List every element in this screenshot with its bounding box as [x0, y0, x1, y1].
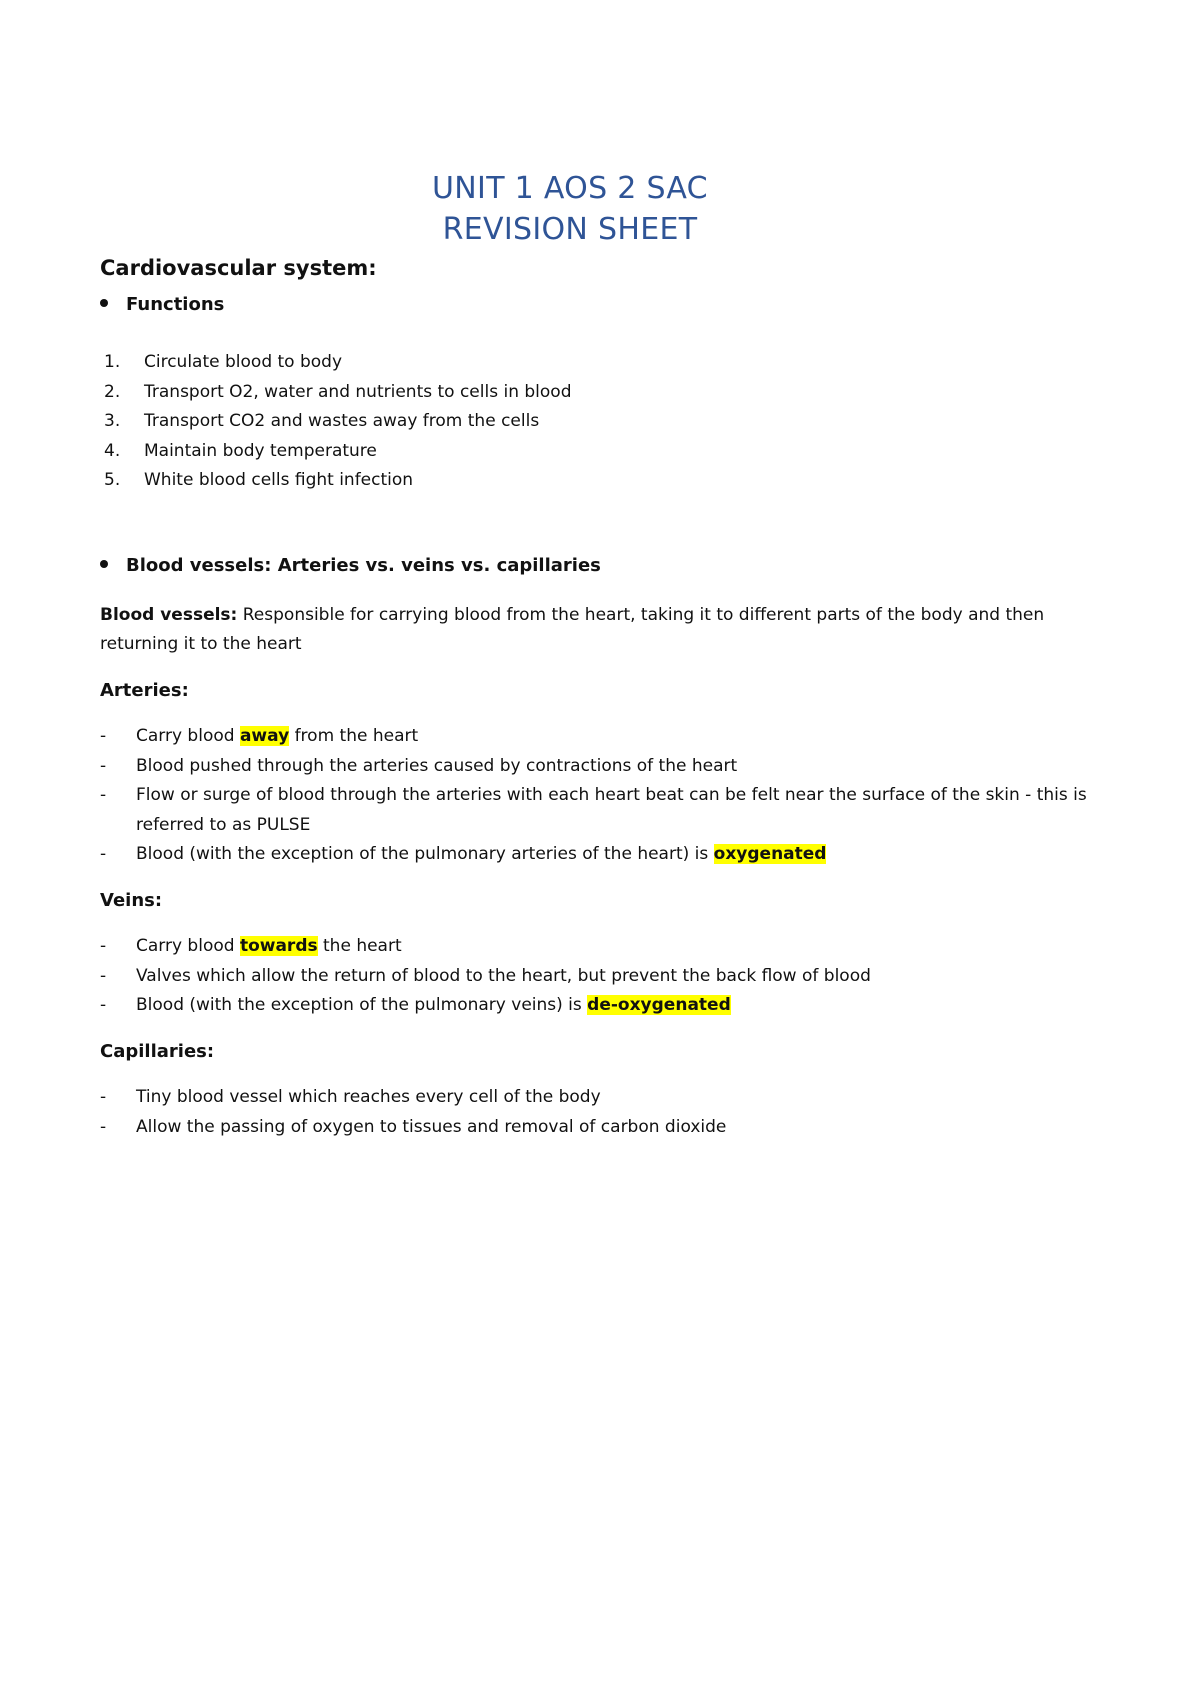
list-text: Circulate blood to body: [144, 352, 343, 372]
bullet-dot-icon: [100, 560, 108, 568]
item-text: from the heart: [289, 726, 419, 746]
list-number: 5.: [104, 470, 121, 490]
highlighted-term: towards: [239, 936, 318, 956]
list-text: White blood cells fight infection: [144, 470, 414, 490]
list-item: [104, 466, 571, 496]
dash-marker: -: [100, 844, 107, 864]
list-item: [104, 407, 571, 437]
list-text: Transport O2, water and nutrients to cells in blood: [144, 381, 572, 402]
document-title-line2: REVISION SHEET: [442, 212, 698, 247]
list-text: Maintain body temperature: [144, 440, 377, 461]
dash-marker: -: [100, 785, 107, 805]
arteries-heading: Arteries:: [100, 680, 189, 701]
functions-list: [104, 348, 571, 496]
highlighted-term: away: [239, 726, 290, 746]
item-text: Tiny blood vessel which reaches every cell of the body: [136, 1087, 601, 1107]
list-number: 2.: [104, 381, 121, 402]
capillaries-list: [100, 1083, 1100, 1142]
list-item: [104, 378, 571, 408]
item-text: Blood pushed through the arteries caused by contractions of the heart: [136, 755, 738, 776]
list-item: [100, 840, 1100, 870]
capillaries-heading: Capillaries:: [100, 1041, 215, 1062]
list-item: [100, 781, 1100, 840]
list-item: [100, 991, 1100, 1021]
item-text: Carry blood: [136, 726, 240, 746]
list-number: 4.: [104, 440, 121, 461]
dash-marker: -: [100, 965, 107, 986]
item-text: Blood (with the exception of the pulmonary veins) is: [136, 995, 588, 1015]
highlighted-term: oxygenated: [713, 844, 827, 864]
list-number: 1.: [104, 352, 121, 372]
item-text: Flow or surge of blood through the arteries with each heart beat can be felt near the surface of the skin - this is referred to as PULSE: [136, 785, 1087, 835]
vessels-heading-label: Blood vessels: Arteries vs. veins vs. capillaries: [126, 555, 601, 576]
list-text: Transport CO2 and wastes away from the cells: [144, 411, 540, 431]
dash-marker: -: [100, 1116, 107, 1137]
definition-text: Responsible for carrying blood from the heart, taking it to different parts of the body and then returning it to the heart: [100, 605, 1045, 654]
list-item: [100, 1113, 1100, 1143]
list-item: [104, 348, 571, 378]
veins-heading: Veins:: [100, 890, 163, 911]
dash-marker: -: [100, 726, 107, 746]
item-text: Carry blood: [136, 936, 240, 956]
section-heading-cardiovascular: Cardiovascular system:: [100, 256, 377, 280]
dash-marker: -: [100, 936, 107, 956]
arteries-list: [100, 722, 1100, 870]
definition-label: Blood vessels:: [100, 605, 238, 625]
functions-heading: [100, 294, 224, 315]
list-item: [100, 932, 1100, 962]
item-text: the heart: [317, 936, 402, 956]
list-item: [100, 722, 1100, 752]
list-item: [104, 437, 571, 467]
list-item: [100, 962, 1100, 992]
veins-list: [100, 932, 1100, 1021]
list-item: [100, 752, 1100, 782]
list-number: 3.: [104, 411, 121, 431]
vessels-heading: [100, 555, 601, 576]
dash-marker: -: [100, 995, 107, 1015]
functions-heading-label: Functions: [126, 294, 225, 315]
dash-marker: -: [100, 1087, 107, 1107]
document-title-line1: UNIT 1 AOS 2 SAC: [432, 171, 708, 206]
bullet-dot-icon: [100, 299, 108, 307]
dash-marker: -: [100, 755, 107, 776]
item-text: Valves which allow the return of blood to the heart, but prevent the back flow of blood: [136, 965, 871, 986]
item-text: Blood (with the exception of the pulmonary arteries of the heart) is: [136, 844, 714, 864]
list-item: [100, 1083, 1100, 1113]
vessels-definition: [100, 601, 1100, 659]
item-text: Allow the passing of oxygen to tissues and removal of carbon dioxide: [136, 1116, 727, 1137]
highlighted-term: de-oxygenated: [587, 995, 731, 1015]
